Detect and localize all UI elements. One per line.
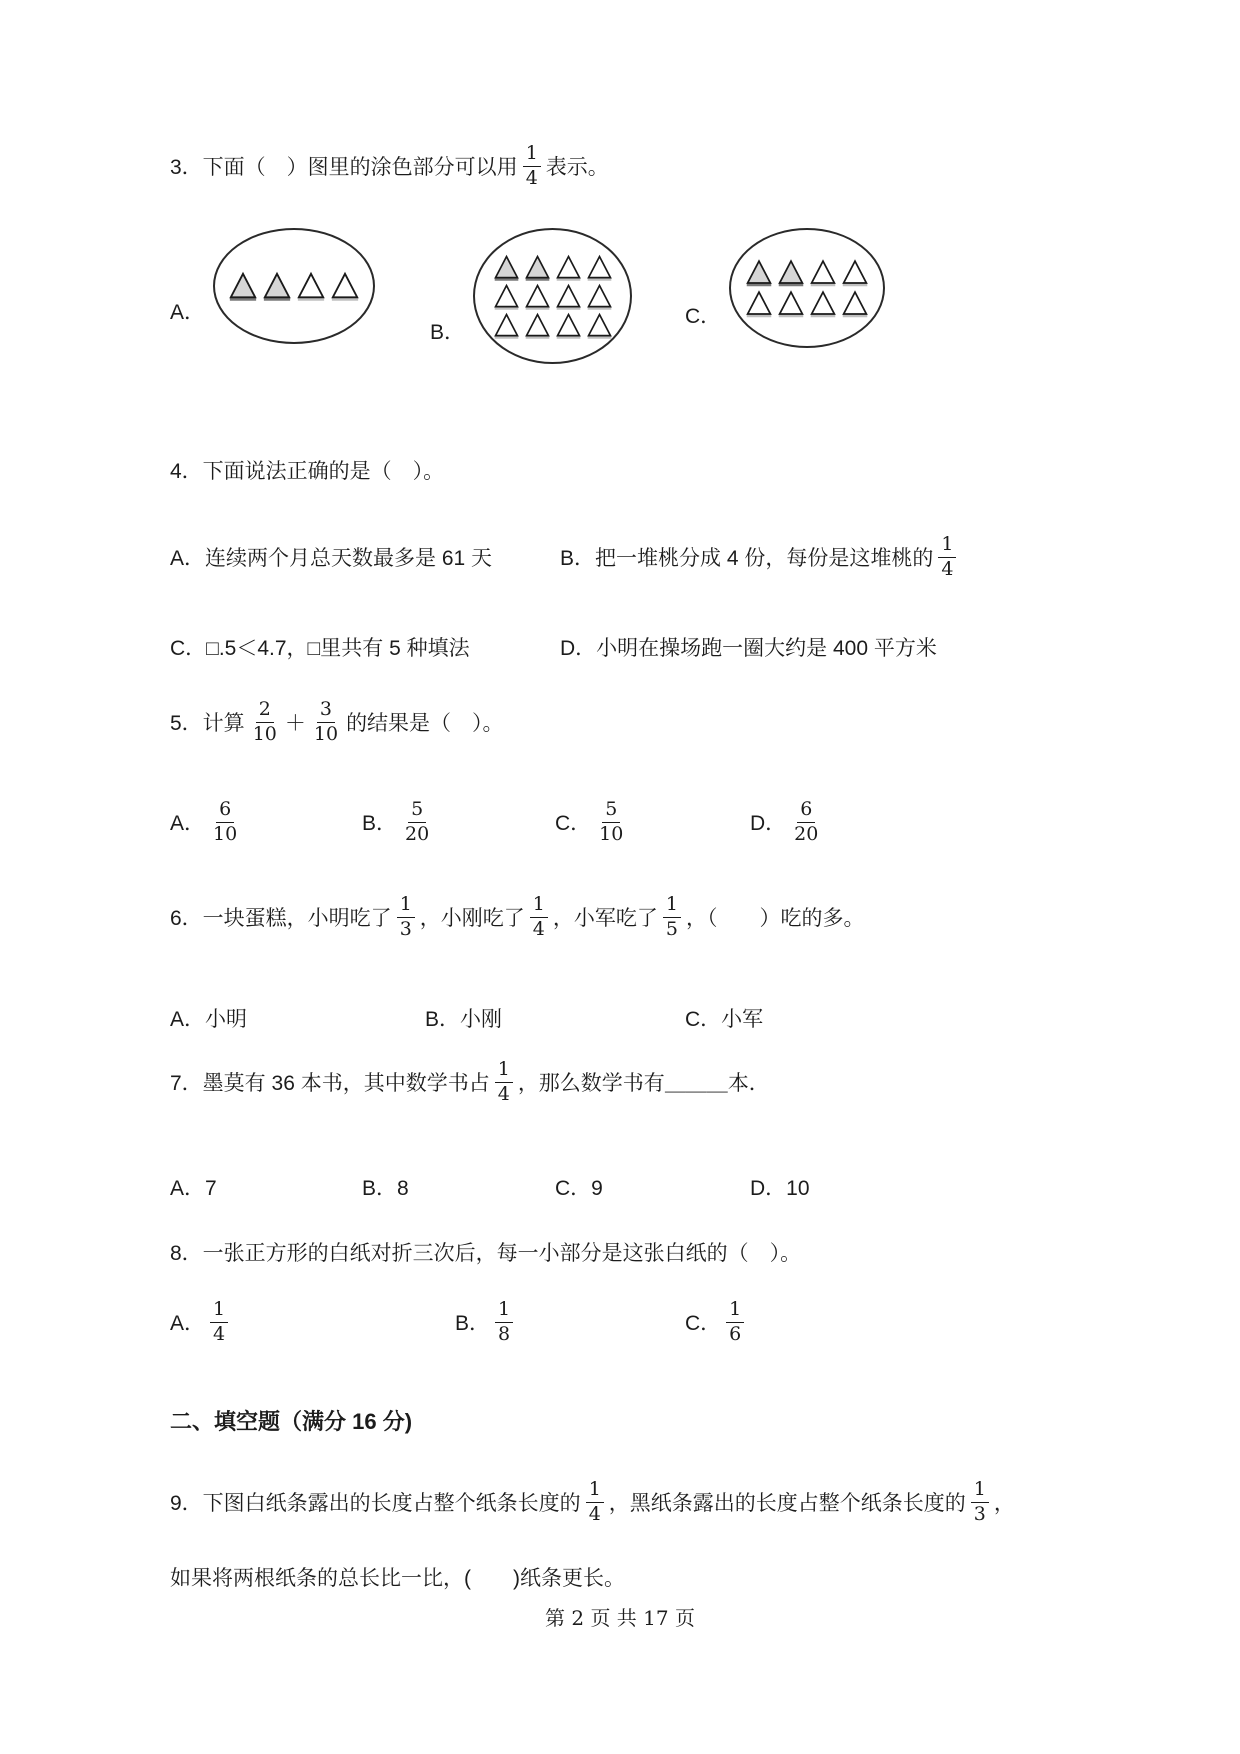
- ellipse-c: [729, 228, 885, 348]
- triangle-icon: [809, 289, 837, 318]
- option-4d: D．小明在操场跑一圈大约是 400 平方米: [560, 637, 937, 660]
- ellipse-b: [473, 228, 632, 364]
- question-7: 7．墨莫有 36 本书，其中数学书占 $\frac{1}{4}$ ，那么数学书有 ＿＿＿ 本．: [170, 1058, 770, 1105]
- triangle-icon: [841, 258, 869, 287]
- triangle-icon: [586, 283, 613, 310]
- triangle-icon: [586, 312, 613, 339]
- fraction-1-6: $\frac{1}{6}$: [726, 1298, 744, 1347]
- triangle-icon: [841, 289, 869, 318]
- fraction-3-10: $\frac{3}{10}$: [313, 698, 339, 745]
- triangle-icon: [555, 283, 582, 310]
- fraction-1-5: $\frac{1}{5}$: [663, 893, 681, 942]
- triangle-icon: [777, 289, 805, 318]
- triangle-icon: [493, 283, 520, 310]
- triangle-icon: [555, 254, 582, 281]
- question-5-options: [170, 798, 1090, 847]
- fraction-1-4: $\frac{1}{4}$: [495, 1058, 513, 1107]
- option-4a: A．连续两个月总天数最多是 61 天: [170, 547, 493, 570]
- plus-sign: ＋: [284, 712, 306, 736]
- fraction-1-4: $\frac{1}{4}$: [210, 1298, 228, 1347]
- figure-option-b-label: B．: [430, 321, 466, 344]
- triangle-icon: [524, 312, 551, 339]
- question-9-line1: 9．下图白纸条露出的长度占整个纸条长度的 $\frac{1}{4}$ ，黑纸条露出的长度占整个纸条长度的 $\frac{1}{3}$ ，: [170, 1478, 1015, 1525]
- fraction-2-10: $\frac{2}{10}$: [252, 698, 277, 745]
- question-6: 6．一块蛋糕，小明吃了 $\frac{1}{3}$ ，小刚吃了 $\frac{1}{4}$ ，小军吃了 $\frac{1}{5}$ ，（ ）吃的多。: [170, 893, 865, 940]
- triangle-icon: [745, 289, 773, 318]
- option-5c: C． $\frac{5}{10}$: [555, 798, 750, 847]
- option-5a: A． $\frac{6}{10}$: [170, 798, 362, 847]
- fraction-1-4: $\frac{1}{4}$: [938, 533, 956, 582]
- fraction-6-10: $\frac{6}{10}$: [213, 798, 238, 845]
- fraction-5-10: $\frac{5}{10}$: [599, 798, 624, 845]
- option-6b: B．小刚: [425, 1008, 503, 1031]
- fraction-1-4: $\frac{1}{4}$: [523, 142, 541, 191]
- question-6-options: [170, 1003, 1090, 1033]
- triangle-icon: [493, 254, 520, 281]
- question-8: 8．一张正方形的白纸对折三次后，每一小部分是这张白纸的（ ）。: [170, 1242, 802, 1265]
- option-7b: B．8: [362, 1177, 409, 1200]
- option-5d: D． $\frac{6}{20}$: [750, 798, 826, 847]
- triangle-icon: [296, 270, 326, 302]
- triangle-icon: [524, 254, 551, 281]
- triangle-icon: [262, 270, 292, 302]
- question-9-line2: 如果将两根纸条的总长比一比，( )纸条更长。: [170, 1567, 625, 1590]
- figure-option-c: [685, 228, 885, 348]
- answer-blank: ＿＿＿: [664, 1072, 728, 1096]
- question-4-text: 4．下面说法正确的是（ ）。: [170, 460, 445, 483]
- triangle-icon: [809, 258, 837, 287]
- question-5: 5．计算 $\frac{2}{10}$ ＋ $\frac{3}{10}$ 的结果是（ ）。: [170, 698, 504, 745]
- question-3: [170, 142, 609, 191]
- fraction-1-8: $\frac{1}{8}$: [495, 1298, 513, 1347]
- fraction-1-4: $\frac{1}{4}$: [530, 893, 548, 942]
- option-8c: C． $\frac{1}{6}$: [685, 1298, 749, 1347]
- question-4: [170, 455, 444, 485]
- triangle-icon: [555, 312, 582, 339]
- fraction-1-3: $\frac{1}{3}$: [971, 1478, 989, 1527]
- fraction-5-20: $\frac{5}{20}$: [405, 798, 430, 845]
- ellipse-a: [213, 228, 375, 344]
- option-5b: B． $\frac{5}{20}$: [362, 798, 555, 847]
- triangle-icon: [330, 270, 360, 302]
- option-4b: B．把一堆桃分成 4 份，每份是这堆桃的 $\frac{1}{4}$: [560, 533, 961, 582]
- question-4-options-ab: [170, 515, 1090, 599]
- fraction-6-20: $\frac{6}{20}$: [794, 798, 819, 845]
- triangle-icon: [586, 254, 613, 281]
- question-4-options-cd: [170, 632, 1090, 662]
- option-7a: A．7: [170, 1177, 217, 1200]
- question-3-text-suffix: 表示。: [545, 156, 609, 180]
- triangle-icon: [777, 258, 805, 287]
- option-6c: C．小军: [685, 1008, 764, 1031]
- figure-option-b: [430, 228, 632, 364]
- triangle-icon: [228, 270, 258, 302]
- option-7c: C．9: [555, 1177, 603, 1200]
- option-4c: C．□.5＜4.7，□里共有 5 种填法: [170, 637, 470, 660]
- option-6a: A．小明: [170, 1008, 248, 1031]
- figure-option-a-label: A．: [170, 301, 206, 324]
- option-8a: A． $\frac{1}{4}$: [170, 1298, 455, 1347]
- section-2-title: 二、填空题（满分 16 分): [170, 1409, 413, 1434]
- figure-option-c-label: C．: [685, 305, 722, 328]
- fraction-1-3: $\frac{1}{3}$: [397, 893, 415, 942]
- triangle-icon: [745, 258, 773, 287]
- option-7d: D．10: [750, 1177, 810, 1200]
- question-3-text: 3．下面（ ）图里的涂色部分可以用: [170, 156, 518, 180]
- question-7-options: [170, 1172, 1090, 1202]
- triangle-icon: [493, 312, 520, 339]
- triangle-icon: [524, 283, 551, 310]
- page-number: 第 2 页 共 17 页: [545, 1606, 695, 1630]
- fraction-1-4: $\frac{1}{4}$: [586, 1478, 604, 1527]
- question-8-options: [170, 1298, 1090, 1347]
- option-8b: B． $\frac{1}{8}$: [455, 1298, 685, 1347]
- figure-option-a: [170, 228, 375, 344]
- question-3-figures: [170, 228, 1090, 368]
